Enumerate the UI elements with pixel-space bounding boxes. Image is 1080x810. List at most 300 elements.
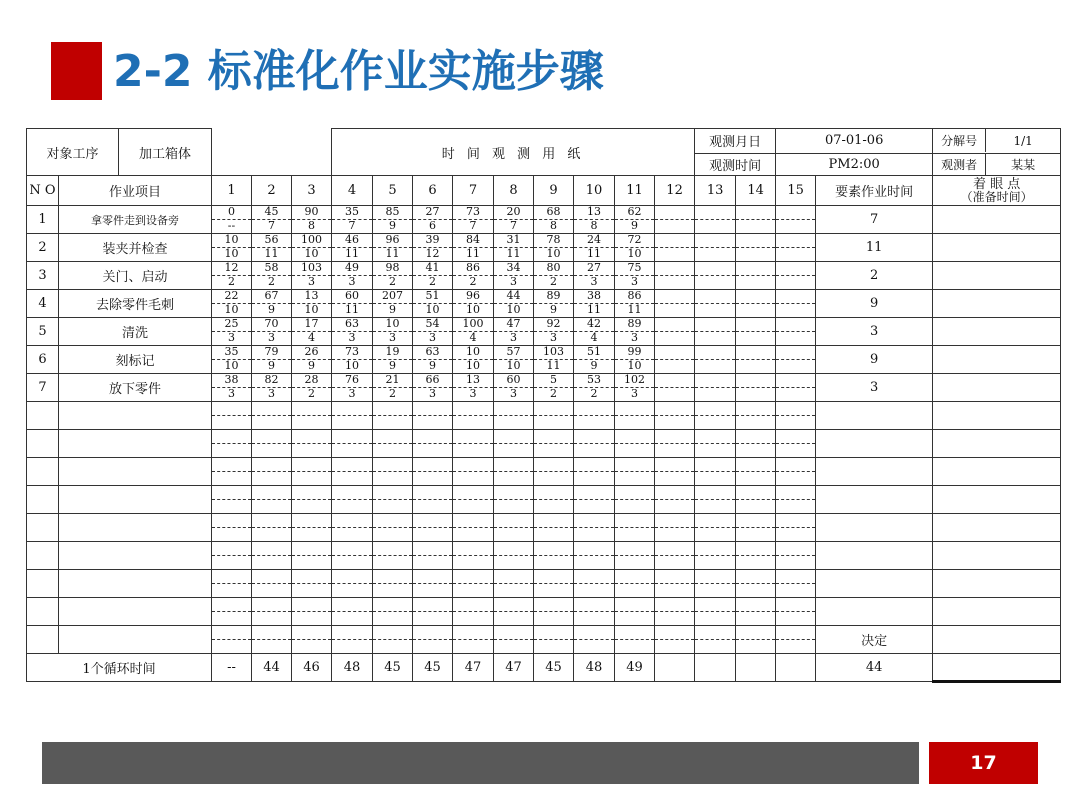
observation-cell [655, 290, 695, 318]
observation-cell [494, 514, 534, 542]
observation-cell [212, 514, 252, 542]
element-time: 2 [550, 275, 558, 288]
cumulative-time: 19 [373, 346, 412, 360]
observation-cell [615, 430, 655, 458]
observation-cell [292, 318, 332, 346]
element-time: 11 [345, 303, 360, 316]
page-number: 17 [929, 742, 1038, 784]
split-value: 1/1 [1013, 133, 1033, 148]
element-time: 10 [425, 303, 440, 316]
cumulative-time: 39 [413, 234, 452, 248]
cumulative-time: 24 [574, 234, 614, 248]
observation-cell [373, 514, 413, 542]
observation-cell [776, 486, 816, 514]
cumulative-time: 21 [373, 374, 412, 388]
element-time: 8 [308, 219, 316, 232]
observation-column-12: 12 [655, 176, 695, 206]
cumulative-time: 22 [212, 290, 251, 304]
observation-cell [292, 206, 332, 234]
observation-cell [655, 234, 695, 262]
element-time: 11 [345, 247, 360, 260]
element-time: 10 [506, 359, 521, 372]
observation-cell [776, 374, 816, 402]
element-time-value [816, 402, 933, 430]
table-row [27, 234, 1061, 262]
observation-cell [534, 570, 574, 598]
observation-cell [494, 290, 534, 318]
cumulative-time: 60 [332, 290, 372, 304]
observation-cell [413, 346, 453, 374]
empty-cell [59, 430, 212, 458]
observation-cell [373, 570, 413, 598]
cumulative-time: 79 [252, 346, 291, 360]
observation-cell [615, 486, 655, 514]
cumulative-time: 57 [494, 346, 533, 360]
observation-cell [695, 262, 736, 290]
observation-cell [494, 346, 534, 374]
cumulative-time: 92 [534, 318, 573, 332]
process-label: 对象工序 [27, 129, 119, 175]
observation-cell [494, 234, 534, 262]
observation-cell [776, 234, 816, 262]
empty-cell [27, 514, 59, 542]
observation-cell [292, 486, 332, 514]
time-label: 观测时间 [695, 153, 776, 175]
focus-point-cell [933, 514, 1061, 542]
cumulative-time: 89 [534, 290, 573, 304]
cumulative-time: 10 [212, 234, 251, 248]
element-time: 9 [268, 303, 276, 316]
observation-cell [332, 402, 373, 430]
element-time: 9 [550, 303, 558, 316]
observation-cell [252, 290, 292, 318]
cumulative-time: 10 [453, 346, 493, 360]
observation-cell [212, 318, 252, 346]
observation-cell [574, 458, 615, 486]
element-time: 3 [510, 331, 518, 344]
cumulative-time: 20 [494, 206, 533, 220]
observation-cell [413, 486, 453, 514]
observation-cell [252, 514, 292, 542]
element-time: 7 [510, 219, 518, 232]
cumulative-time: 76 [332, 374, 372, 388]
focus-point-cell [933, 374, 1061, 402]
observation-cell [695, 234, 736, 262]
observation-cell [574, 290, 615, 318]
observation-cell [695, 318, 736, 346]
element-time: 3 [348, 275, 356, 288]
observation-cell [695, 374, 736, 402]
observation-cell [615, 542, 655, 570]
observation-cell [574, 234, 615, 262]
cumulative-time: 56 [252, 234, 291, 248]
observation-cell [534, 318, 574, 346]
cumulative-time: 100 [292, 234, 331, 248]
element-time: 10 [627, 359, 642, 372]
observation-cell [332, 570, 373, 598]
observation-column-10: 10 [574, 176, 615, 206]
table-row [27, 598, 1061, 626]
element-time-value: 3 [816, 318, 933, 346]
cumulative-time: 63 [332, 318, 372, 332]
observation-cell [574, 318, 615, 346]
observation-cell [776, 626, 816, 654]
observation-cell [655, 318, 695, 346]
observation-column-14: 14 [736, 176, 776, 206]
observation-cell [534, 206, 574, 234]
observation-cell [252, 374, 292, 402]
observation-cell [736, 234, 776, 262]
focus-point-cell [933, 486, 1061, 514]
observation-cell [212, 262, 252, 290]
observation-cell [574, 402, 615, 430]
observation-cell [655, 570, 695, 598]
cumulative-time: 12 [212, 262, 251, 276]
cumulative-time: 51 [574, 346, 614, 360]
observation-cell [453, 570, 494, 598]
cumulative-time: 90 [292, 206, 331, 220]
observation-cell [736, 626, 776, 654]
cumulative-time: 27 [574, 262, 614, 276]
observation-cell [776, 598, 816, 626]
cumulative-time: 73 [453, 206, 493, 220]
observation-column-5: 5 [373, 176, 413, 206]
focus-point-cell [933, 598, 1061, 626]
observation-cell [413, 234, 453, 262]
cumulative-time: 99 [615, 346, 654, 360]
element-time-value [816, 542, 933, 570]
observation-cell [413, 514, 453, 542]
observation-cell [332, 458, 373, 486]
observation-cell [413, 374, 453, 402]
cycle-time-value [776, 654, 816, 682]
row-number: 3 [27, 262, 59, 290]
sheet-title: 时 间 观 测 用 纸 [332, 129, 695, 176]
cumulative-time: 35 [332, 206, 372, 220]
observation-cell [413, 626, 453, 654]
element-time: 11 [546, 359, 561, 372]
observation-cell [212, 598, 252, 626]
observation-cell [615, 318, 655, 346]
observation-cell [695, 458, 736, 486]
element-time-value [816, 598, 933, 626]
element-time: 2 [590, 387, 598, 400]
observation-cell [332, 486, 373, 514]
element-time: 3 [631, 387, 639, 400]
cumulative-time: 68 [534, 206, 573, 220]
cycle-time-label: 1个循环时间 [27, 654, 212, 682]
observation-cell [736, 598, 776, 626]
cumulative-time: 38 [212, 374, 251, 388]
cumulative-time: 82 [252, 374, 291, 388]
observation-cell [574, 626, 615, 654]
element-time: 3 [228, 387, 236, 400]
observation-cell [655, 346, 695, 374]
observation-cell [252, 626, 292, 654]
focus-point-cell [933, 626, 1061, 654]
observation-column-4: 4 [332, 176, 373, 206]
observation-cell [292, 626, 332, 654]
element-time-value [816, 514, 933, 542]
cumulative-time: 10 [373, 318, 412, 332]
empty-cell [27, 430, 59, 458]
observation-cell [252, 486, 292, 514]
observation-cell [574, 570, 615, 598]
observation-cell [292, 458, 332, 486]
observation-column-1: 1 [212, 176, 252, 206]
focus-subtitle: （准备时间） [960, 189, 1033, 204]
observation-cell [776, 542, 816, 570]
element-time: 10 [304, 247, 319, 260]
work-item: 装夹并检查 [59, 234, 212, 262]
cumulative-time: 5 [534, 374, 573, 388]
element-time: 3 [510, 387, 518, 400]
element-time: 2 [429, 275, 437, 288]
observation-cell [413, 430, 453, 458]
observation-cell [776, 402, 816, 430]
element-time-value: 2 [816, 262, 933, 290]
empty-cell [27, 458, 59, 486]
observation-cell [292, 514, 332, 542]
observation-cell [453, 514, 494, 542]
time-value: PM2:00 [776, 153, 933, 175]
cumulative-time: 34 [494, 262, 533, 276]
observation-cell [736, 458, 776, 486]
element-time: 10 [304, 303, 319, 316]
cumulative-time: 13 [453, 374, 493, 388]
cumulative-time: 86 [615, 290, 654, 304]
observation-cell [574, 262, 615, 290]
observation-cell [332, 542, 373, 570]
observation-cell [332, 234, 373, 262]
observation-cell [615, 402, 655, 430]
observation-cell [292, 234, 332, 262]
cycle-time-value: 45 [373, 654, 413, 682]
element-time: 11 [264, 247, 279, 260]
decision-label: 决定 [816, 626, 933, 654]
observation-cell [212, 430, 252, 458]
focus-point-cell [933, 654, 1061, 682]
cumulative-time: 31 [494, 234, 533, 248]
cumulative-time: 84 [453, 234, 493, 248]
cumulative-time: 80 [534, 262, 573, 276]
cumulative-time: 38 [574, 290, 614, 304]
observation-cell [695, 402, 736, 430]
cycle-time-value [655, 654, 695, 682]
observation-cell [292, 374, 332, 402]
element-time-value: 9 [816, 346, 933, 374]
observation-cell [252, 458, 292, 486]
observation-cell [212, 626, 252, 654]
observation-cell [574, 514, 615, 542]
observer-value: 某某 [1011, 157, 1036, 172]
cumulative-time: 46 [332, 234, 372, 248]
empty-cell [27, 598, 59, 626]
observation-cell [574, 542, 615, 570]
focus-point-cell [933, 346, 1061, 374]
element-time: 10 [506, 303, 521, 316]
cumulative-time: 72 [615, 234, 654, 248]
element-time: 9 [389, 219, 397, 232]
observation-cell [494, 374, 534, 402]
observation-cell [373, 430, 413, 458]
date-value: 07-01-06 [776, 129, 933, 154]
observation-cell [736, 262, 776, 290]
observation-cell [776, 206, 816, 234]
element-time: 7 [348, 219, 356, 232]
element-time: 11 [385, 247, 400, 260]
observation-cell [413, 290, 453, 318]
observation-cell [413, 542, 453, 570]
observation-cell [453, 486, 494, 514]
element-time: 9 [389, 303, 397, 316]
observation-cell [736, 206, 776, 234]
observation-cell [695, 514, 736, 542]
observation-cell [615, 234, 655, 262]
observation-column-2: 2 [252, 176, 292, 206]
cumulative-time: 73 [332, 346, 372, 360]
cumulative-time: 42 [574, 318, 614, 332]
observation-cell [534, 542, 574, 570]
observation-cell [453, 374, 494, 402]
element-time-value: 7 [816, 206, 933, 234]
table-row [27, 290, 1061, 318]
observation-cell [373, 318, 413, 346]
observation-cell [776, 430, 816, 458]
observation-cell [373, 262, 413, 290]
observation-cell [776, 318, 816, 346]
cycle-time-value: 46 [292, 654, 332, 682]
cumulative-time: 103 [534, 346, 573, 360]
cumulative-time: 28 [292, 374, 331, 388]
observation-cell [655, 374, 695, 402]
observation-cell [655, 262, 695, 290]
observation-cell [373, 542, 413, 570]
element-time: 10 [224, 247, 239, 260]
element-time: 9 [631, 219, 639, 232]
cycle-time-value [695, 654, 736, 682]
observation-cell [332, 598, 373, 626]
element-time: 2 [389, 275, 397, 288]
element-time: 3 [631, 275, 639, 288]
observation-cell [494, 206, 534, 234]
observation-cell [574, 430, 615, 458]
observation-cell [534, 486, 574, 514]
element-time: 3 [510, 275, 518, 288]
observation-cell [413, 458, 453, 486]
observation-cell [615, 598, 655, 626]
element-time: 11 [627, 303, 642, 316]
element-time: 3 [348, 331, 356, 344]
cumulative-time: 27 [413, 206, 452, 220]
observation-cell [776, 514, 816, 542]
element-time: 9 [268, 359, 276, 372]
observation-cell [292, 542, 332, 570]
element-time: 3 [308, 275, 316, 288]
observer-label: 观测者 [933, 154, 986, 175]
observation-cell [655, 206, 695, 234]
observation-cell [494, 486, 534, 514]
element-time: 10 [345, 359, 360, 372]
row-number: 2 [27, 234, 59, 262]
cycle-time-value: 48 [332, 654, 373, 682]
table-row [27, 570, 1061, 598]
cumulative-time: 25 [212, 318, 251, 332]
cumulative-time: 60 [494, 374, 533, 388]
empty-cell [59, 626, 212, 654]
observation-cell [212, 206, 252, 234]
observation-cell [534, 626, 574, 654]
cumulative-time: 75 [615, 262, 654, 276]
element-time: 9 [590, 359, 598, 372]
observation-cell [615, 458, 655, 486]
table-row [27, 402, 1061, 430]
element-time: 3 [429, 331, 437, 344]
observation-cell [413, 402, 453, 430]
observation-cell [332, 430, 373, 458]
observation-cell [534, 458, 574, 486]
observation-cell [574, 346, 615, 374]
cumulative-time: 70 [252, 318, 291, 332]
element-time-value [816, 570, 933, 598]
observation-cell [695, 430, 736, 458]
observation-cell [776, 290, 816, 318]
element-time: 3 [228, 331, 236, 344]
element-time: 10 [466, 303, 481, 316]
observation-cell [252, 542, 292, 570]
cycle-time-value: 45 [534, 654, 574, 682]
element-time-value [816, 430, 933, 458]
observation-cell [332, 346, 373, 374]
observation-cell [212, 486, 252, 514]
observation-cell [252, 430, 292, 458]
observation-cell [413, 318, 453, 346]
element-time: 3 [469, 387, 477, 400]
observation-cell [736, 542, 776, 570]
observation-cell [776, 458, 816, 486]
observation-cell [453, 626, 494, 654]
cumulative-time: 35 [212, 346, 251, 360]
element-time-value: 11 [816, 234, 933, 262]
focus-point-cell [933, 206, 1061, 234]
element-time: 2 [228, 275, 236, 288]
observation-cell [615, 206, 655, 234]
focus-point-cell [933, 458, 1061, 486]
cumulative-time: 96 [373, 234, 412, 248]
observation-column-9: 9 [534, 176, 574, 206]
observation-cell [332, 318, 373, 346]
observation-cell [413, 206, 453, 234]
observation-cell [453, 430, 494, 458]
observation-cell [252, 318, 292, 346]
observation-cell [292, 262, 332, 290]
cumulative-time: 207 [373, 290, 412, 304]
element-time-value: 3 [816, 374, 933, 402]
observation-cell [252, 346, 292, 374]
observation-cell [494, 626, 534, 654]
observation-cell [695, 570, 736, 598]
observation-cell [655, 486, 695, 514]
observation-cell [373, 346, 413, 374]
element-time: 11 [466, 247, 481, 260]
observation-cell [212, 458, 252, 486]
observation-cell [453, 206, 494, 234]
table-row [27, 374, 1061, 402]
observation-cell [494, 318, 534, 346]
observation-cell [494, 570, 534, 598]
row-number: 4 [27, 290, 59, 318]
element-time: 2 [469, 275, 477, 288]
